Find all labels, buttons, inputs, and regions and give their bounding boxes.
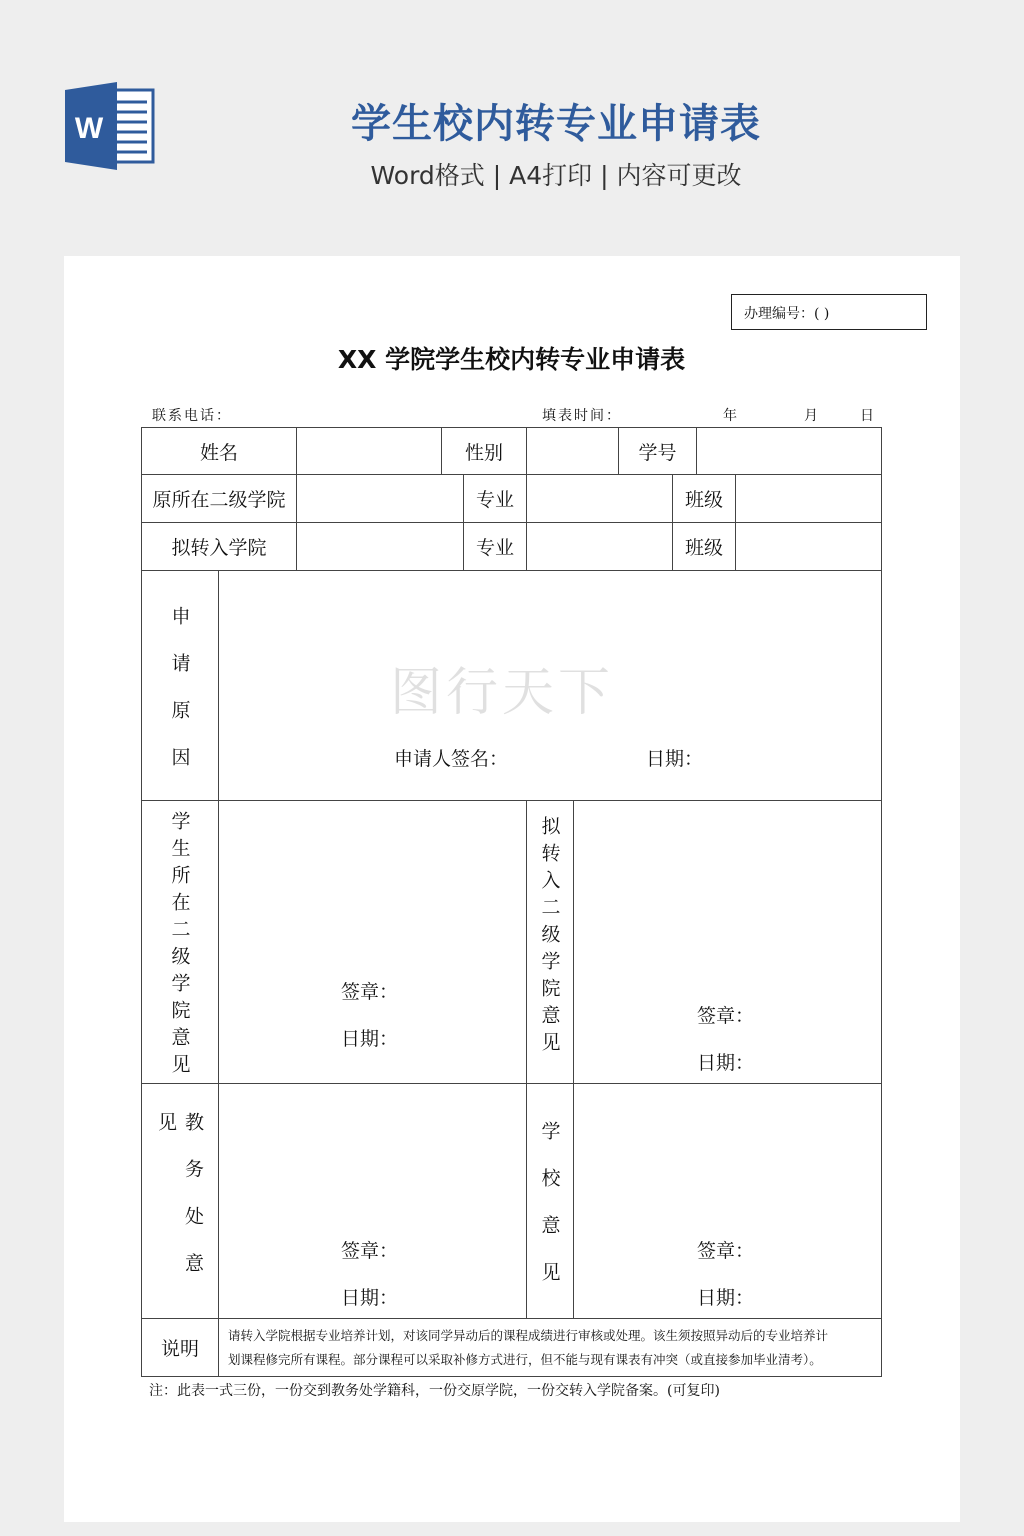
academic-affairs-opinion-label: 教务处意见 <box>155 1112 204 1300</box>
reason-field[interactable] <box>218 570 882 801</box>
orig-college-seal-label: 签章： <box>341 981 399 1003</box>
target-college-label: 拟转入学院 <box>141 522 297 571</box>
banner-subtitle: Word格式 | A4打印 | 内容可更改 <box>370 161 742 190</box>
gender-label: 性别 <box>441 427 527 475</box>
applicant-sign-label: 申请人签名： <box>394 748 509 770</box>
remark-line-1: 请转入学院根据专业培养计划，对该同学异动后的课程成绩进行审核或处理。该生须按照异动后的专业培养计 <box>228 1328 829 1343</box>
reason-label: 申请原因 <box>168 605 191 794</box>
school-opinion-label-cell <box>526 1083 574 1319</box>
target-class-field[interactable] <box>735 522 882 571</box>
reason-label-cell <box>141 570 219 801</box>
watermark: 图行天下 <box>390 663 615 723</box>
orig-college-field[interactable] <box>296 474 464 523</box>
gender-field[interactable] <box>526 427 619 475</box>
target-college-opinion-label-cell <box>526 800 574 1084</box>
target-college-field[interactable] <box>296 522 464 571</box>
name-label: 姓名 <box>141 427 297 475</box>
target-college-opinion-label: 拟转入二级学院意见 <box>538 815 561 1059</box>
target-major-field[interactable] <box>526 522 673 571</box>
orig-major-field[interactable] <box>526 474 673 523</box>
target-college-opinion-field[interactable] <box>573 800 882 1084</box>
orig-class-label: 班级 <box>672 474 736 523</box>
target-college-date-label: 日期： <box>697 1052 755 1074</box>
case-number-box: 办理编号：( ) <box>731 294 927 330</box>
remark-content <box>218 1318 882 1377</box>
word-doc-icon <box>65 82 155 170</box>
month-label: 月 <box>804 408 820 424</box>
target-class-label: 班级 <box>672 522 736 571</box>
svg-text:W: W <box>74 112 104 145</box>
orig-class-field[interactable] <box>735 474 882 523</box>
orig-college-label: 原所在二级学院 <box>141 474 297 523</box>
student-id-field[interactable] <box>696 427 882 475</box>
remark-label: 说明 <box>141 1318 219 1377</box>
reason-date-label: 日期： <box>646 748 704 770</box>
remark-line-2: 划课程修完所有课程。部分课程可以采取补修方式进行，但不能与现有课表有冲突（或直接参加毕业清考）。 <box>228 1352 822 1367</box>
academic-affairs-seal-label: 签章： <box>341 1240 399 1262</box>
target-major-label: 专业 <box>463 522 527 571</box>
footnote: 注：此表一式三份，一份交到教务处学籍科，一份交原学院，一份交转入学院备案。(可复印) <box>149 1383 720 1399</box>
school-date-label: 日期： <box>697 1287 755 1309</box>
orig-college-date-label: 日期： <box>341 1028 399 1050</box>
student-id-label: 学号 <box>618 427 697 475</box>
school-opinion-label: 学校意见 <box>538 1121 561 1309</box>
banner-title: 学生校内转专业申请表 <box>351 101 761 147</box>
academic-affairs-opinion-label-cell <box>141 1083 219 1319</box>
year-label: 年 <box>723 408 739 424</box>
school-seal-label: 签章： <box>697 1240 755 1262</box>
document-title: XX 学院学生校内转专业申请表 <box>337 345 686 374</box>
target-college-seal-label: 签章： <box>697 1005 755 1027</box>
orig-college-opinion-label: 学生所在二级学院意见 <box>168 811 191 1081</box>
day-label: 日 <box>860 408 876 424</box>
orig-major-label: 专业 <box>463 474 527 523</box>
name-field[interactable] <box>296 427 442 475</box>
orig-college-opinion-label-cell <box>141 800 219 1084</box>
fill-time-label: 填表时间： <box>542 408 622 424</box>
academic-affairs-date-label: 日期： <box>341 1287 399 1309</box>
phone-label: 联系电话： <box>152 408 232 424</box>
